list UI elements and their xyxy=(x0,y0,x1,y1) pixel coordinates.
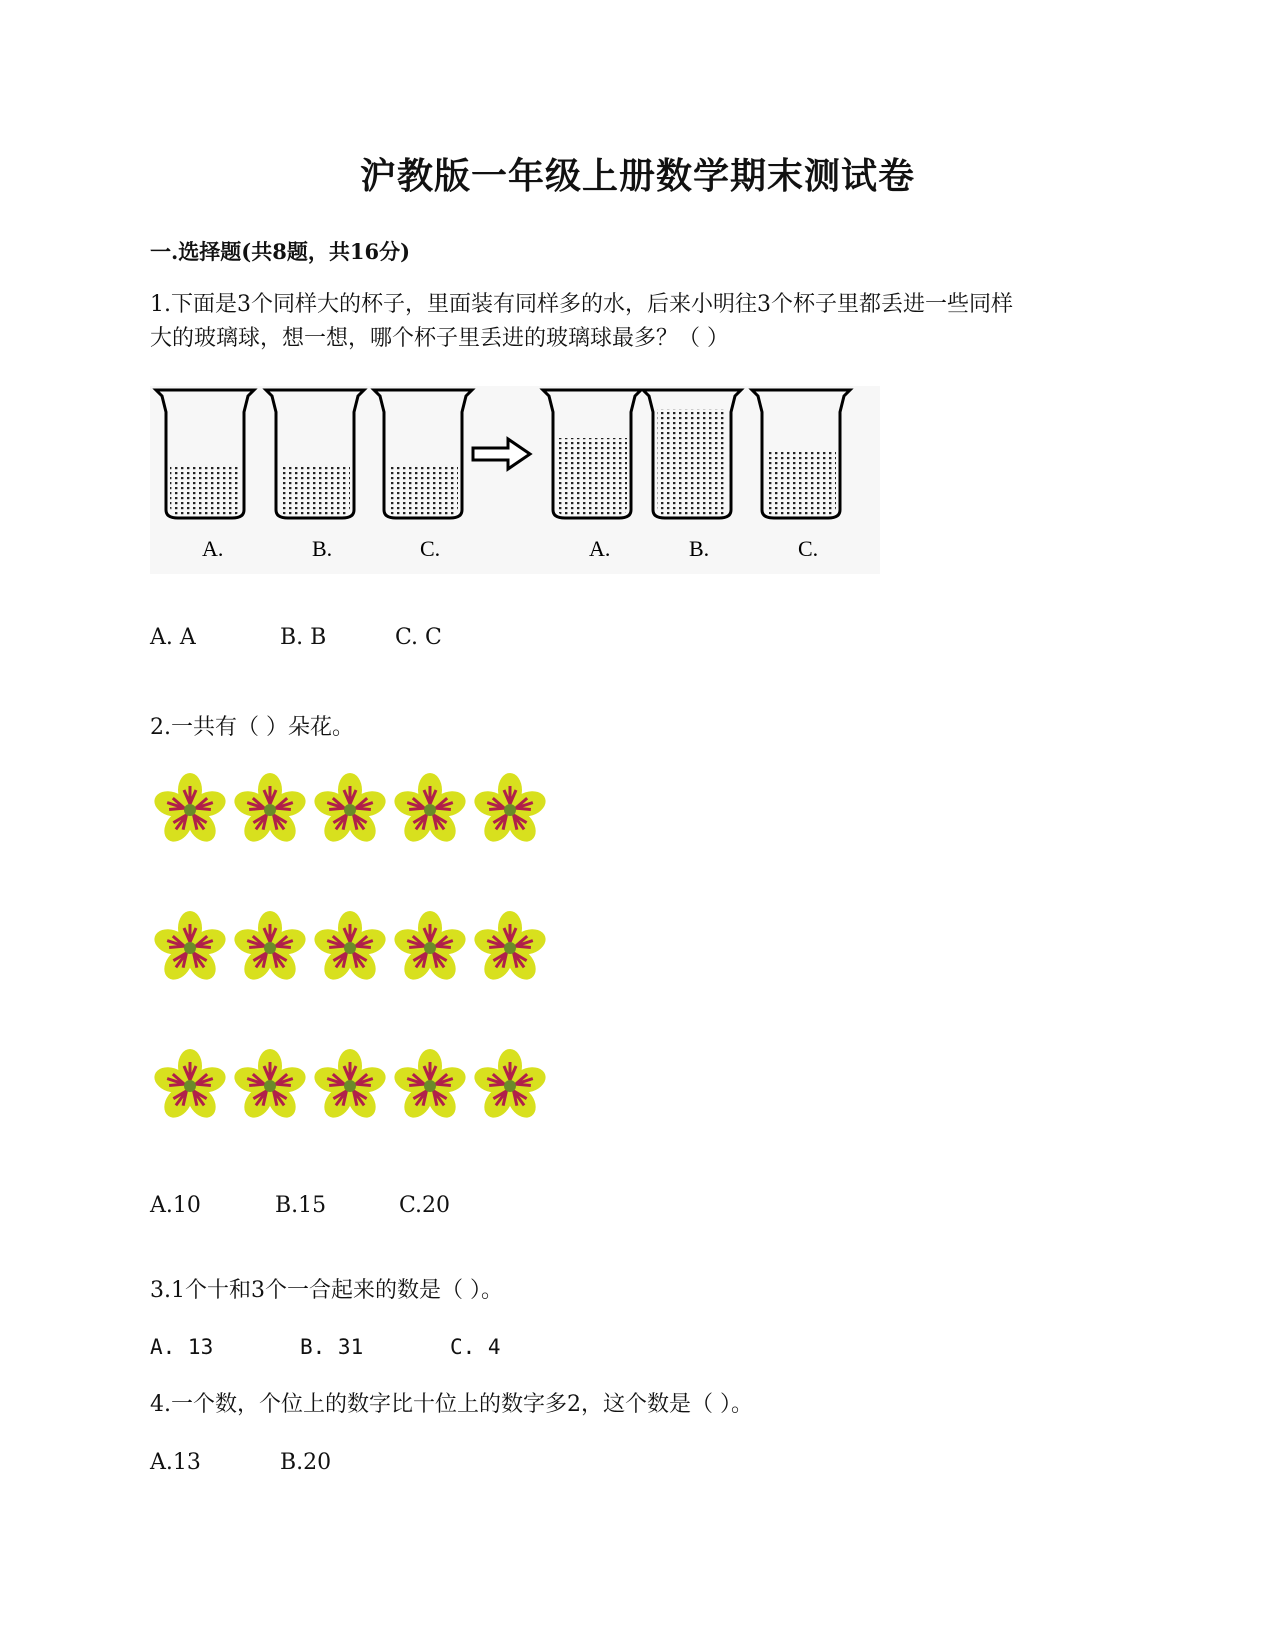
option-c[interactable]: C. 4 xyxy=(450,1335,501,1359)
option-a[interactable]: A.13 xyxy=(150,1450,201,1475)
section-heading: 一.选择题(共8题，共16分) xyxy=(150,239,411,264)
flower-icon xyxy=(150,908,230,988)
option-c[interactable]: C.20 xyxy=(399,1193,451,1218)
flower-icon xyxy=(390,1046,470,1126)
flower-icon xyxy=(390,770,470,850)
arrow-icon xyxy=(473,439,530,469)
option-c[interactable]: C. C xyxy=(395,625,442,650)
cup-label: C. xyxy=(798,536,819,561)
flower-icon xyxy=(310,1046,390,1126)
question-2-text: 2.一共有（ ）朵花。 xyxy=(150,715,354,740)
cups-illustration xyxy=(150,386,880,574)
flowers-figure xyxy=(150,770,570,1145)
option-b[interactable]: B.15 xyxy=(275,1193,327,1218)
flower-icon xyxy=(470,1046,550,1126)
cup-label: A. xyxy=(589,536,611,561)
flower-icon xyxy=(150,1046,230,1126)
option-a[interactable]: A.10 xyxy=(150,1193,201,1218)
flower-icon xyxy=(230,770,310,850)
beaker-icon xyxy=(543,390,641,518)
flower-icon xyxy=(230,1046,310,1126)
cup-label: B. xyxy=(312,536,333,561)
flower-icon xyxy=(470,908,550,988)
flower-icon xyxy=(390,908,470,988)
beaker-icon xyxy=(374,390,472,518)
beaker-icon xyxy=(156,390,254,518)
question-1-line-2: 大的玻璃球，想一想，哪个杯子里丢进的玻璃球最多？（ ） xyxy=(150,326,729,351)
cup-label: B. xyxy=(689,536,710,561)
option-b[interactable]: B. B xyxy=(280,625,327,650)
flower-icon xyxy=(470,770,550,850)
beaker-icon xyxy=(266,390,364,518)
option-b[interactable]: B.20 xyxy=(280,1450,332,1475)
question-1-text xyxy=(150,288,1013,356)
cup-label: A. xyxy=(202,536,224,561)
question-1-line-1: 1.下面是3个同样大的杯子，里面装有同样多的水，后来小明往3个杯子里都丢进一些同样 xyxy=(150,292,1013,317)
flower-icon xyxy=(310,770,390,850)
option-a[interactable]: A. 13 xyxy=(150,1335,214,1359)
flower-icon xyxy=(310,908,390,988)
cups-figure xyxy=(150,386,880,574)
question-3-text: 3.1个十和3个一合起来的数是（ ）。 xyxy=(150,1278,503,1303)
beaker-icon xyxy=(752,390,850,518)
beaker-icon xyxy=(643,390,741,518)
page-title: 沪教版一年级上册数学期末测试卷 xyxy=(359,155,915,197)
question-4-text: 4.一个数，个位上的数字比十位上的数字多2，这个数是（ ）。 xyxy=(150,1392,753,1417)
cup-label: C. xyxy=(420,536,441,561)
flower-icon xyxy=(150,770,230,850)
option-b[interactable]: B. 31 xyxy=(300,1335,364,1359)
flower-icon xyxy=(230,908,310,988)
option-a[interactable]: A. A xyxy=(150,625,196,650)
